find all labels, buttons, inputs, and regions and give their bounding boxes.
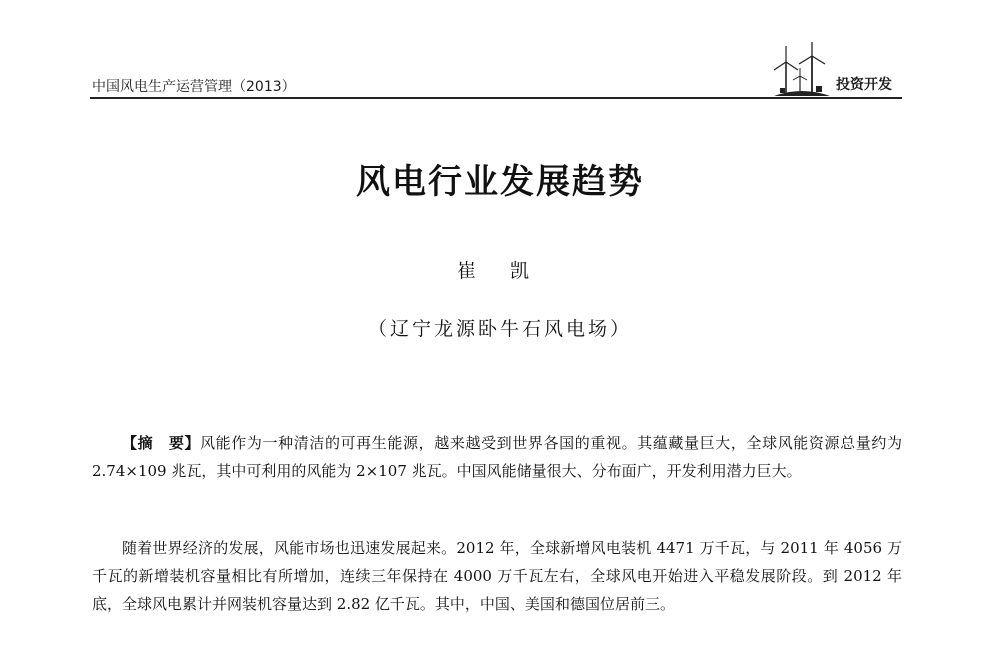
section-header: 投资开发 <box>836 77 892 93</box>
body-paragraph: 随着世界经济的发展，风能市场也迅速发展起来。2012 年，全球新增风电装机 4471 万千瓦，与 2011 年 4056 万千瓦的新增装机容量相比有所增加，连续三年保持在 4000 万千瓦左右，全球风电开始进入平稳发展阶段。到 2012 年底，全球风电累计并网装机容量达到 2.82 亿千瓦。其中，中国、美国和德国位居前三。 <box>92 539 902 613</box>
journal-header: 中国风电生产运营管理（2013） <box>92 79 296 95</box>
abstract-text: 风能作为一种清洁的可再生能源，越来越受到世界各国的重视。其蕴藏量巨大，全球风能资源总量约为 2.74×109 兆瓦，其中可利用的风能为 2×107 兆瓦。中国风能储量很大、分布面广，开发利用潜力巨大。 <box>92 434 902 480</box>
article-title: 风电行业发展趋势 <box>356 162 644 202</box>
abstract-paragraph <box>92 429 902 485</box>
abstract-label: 【摘 要】 <box>122 434 201 452</box>
header-rule <box>90 97 902 99</box>
wind-turbine-icon <box>772 42 832 98</box>
article-affiliation: （辽宁龙源卧牛石风电场） <box>367 318 632 340</box>
article-author: 崔 凯 <box>456 260 544 282</box>
